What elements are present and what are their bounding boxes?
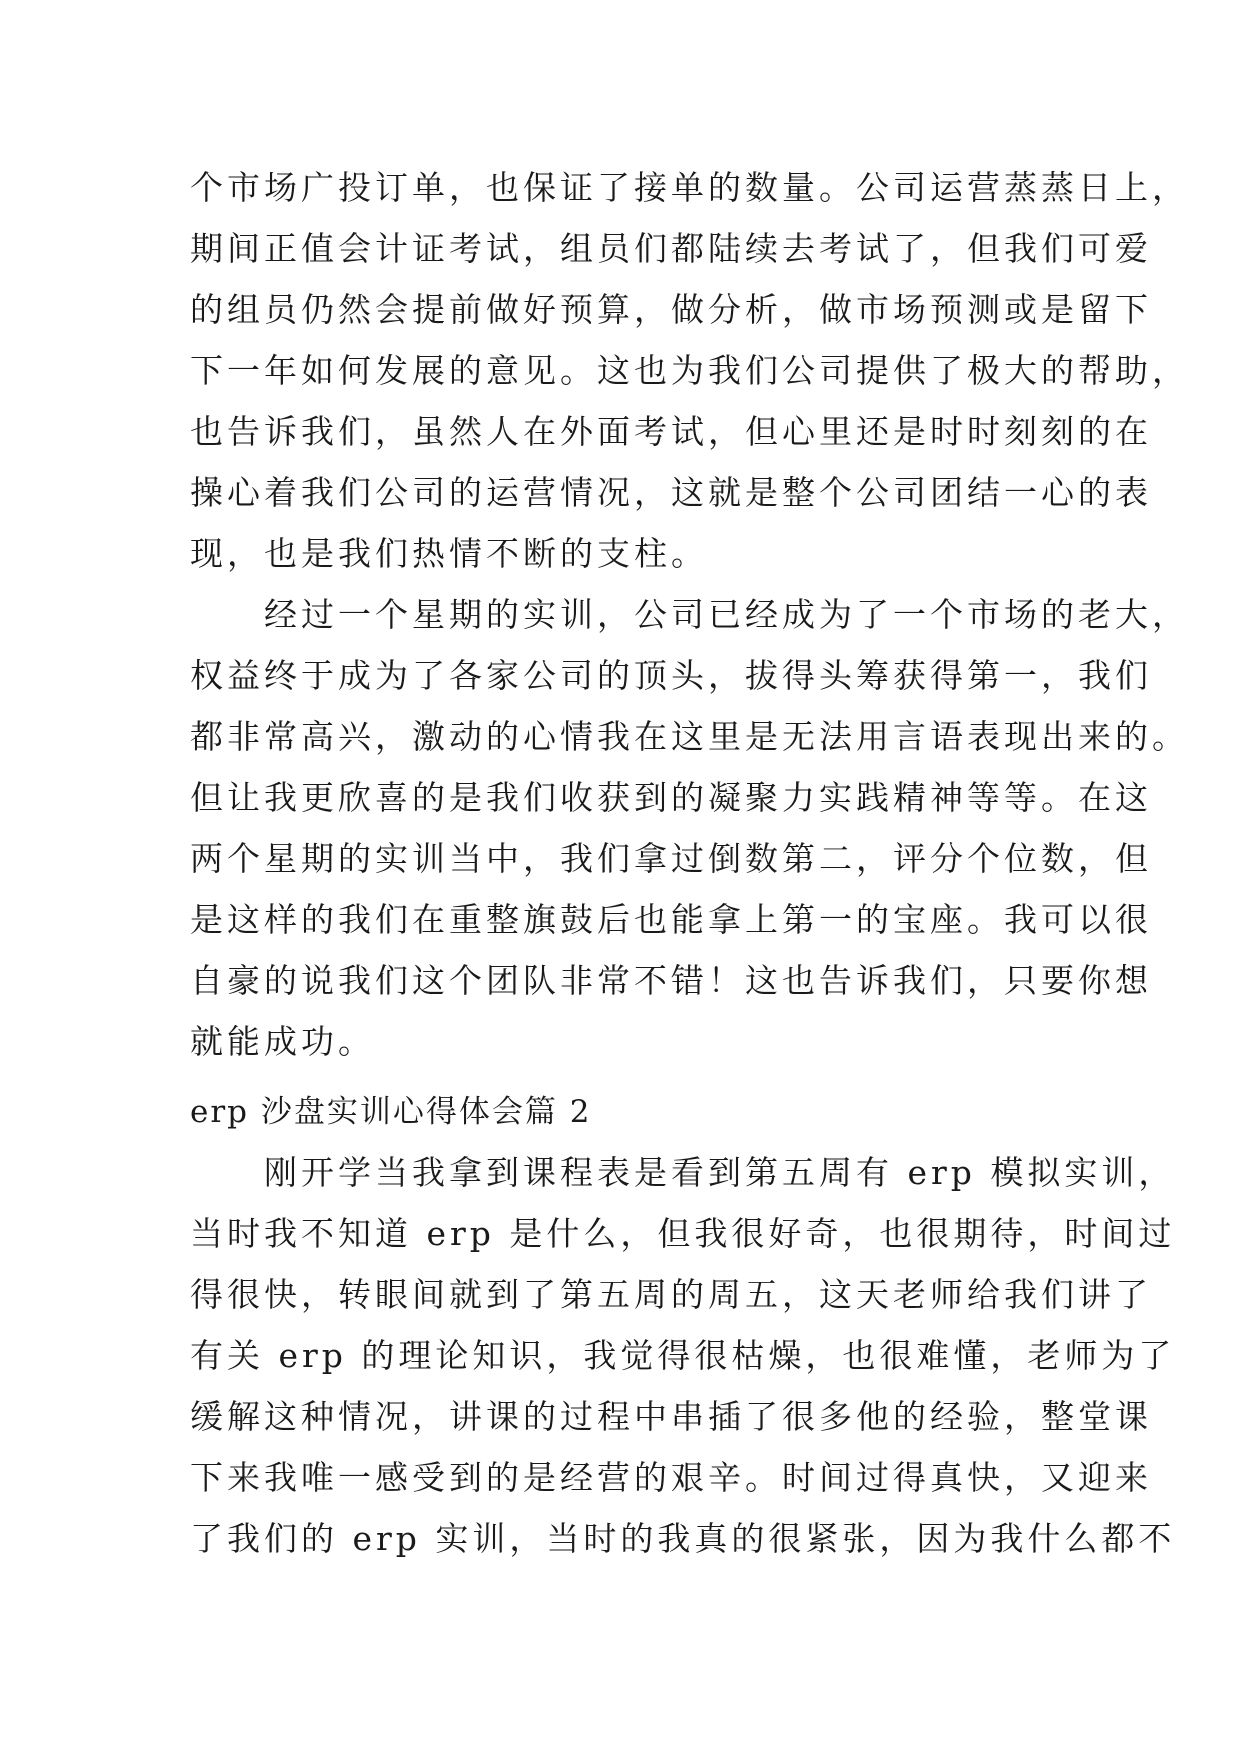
text-line: 也告诉我们，虽然人在外面考试，但心里还是时时刻刻的在 (190, 412, 1152, 451)
text-line: 两个星期的实训当中，我们拿过倒数第二，评分个位数，但 (190, 839, 1152, 878)
text-line: 的组员仍然会提前做好预算，做分析，做市场预测或是留下 (190, 290, 1152, 329)
text-line: 个市场广投订单，也保证了接单的数量。公司运营蒸蒸日上， (190, 168, 1189, 207)
text-line: 期间正值会计证考试，组员们都陆续去考试了，但我们可爱 (190, 229, 1152, 268)
text-line: 了我们的 erp 实训，当时的我真的很紧张，因为我什么都不 (190, 1519, 1176, 1558)
section-heading: erp 沙盘实训心得体会篇 2 (190, 1094, 592, 1130)
text-line: 自豪的说我们这个团队非常不错！这也告诉我们，只要你想 (190, 961, 1152, 1000)
text-line: 缓解这种情况，讲课的过程中串插了很多他的经验，整堂课 (190, 1397, 1152, 1436)
text-line: 是这样的我们在重整旗鼓后也能拿上第一的宝座。我可以很 (190, 900, 1152, 939)
text-line: 刚开学当我拿到课程表是看到第五周有 erp 模拟实训， (190, 1153, 1176, 1192)
text-line: 权益终于成为了各家公司的顶头，拔得头筹获得第一，我们 (190, 656, 1152, 695)
text-line: 经过一个星期的实训，公司已经成为了一个市场的老大， (190, 595, 1189, 634)
text-line: 就能成功。 (190, 1022, 375, 1061)
text-line: 现，也是我们热情不断的支柱。 (190, 534, 708, 573)
text-line: 操心着我们公司的运营情况，这就是整个公司团结一心的表 (190, 473, 1152, 512)
text-line: 但让我更欣喜的是我们收获到的凝聚力实践精神等等。在这 (190, 778, 1152, 817)
text-line: 下一年如何发展的意见。这也为我们公司提供了极大的帮助， (190, 351, 1189, 390)
text-line: 得很快，转眼间就到了第五周的周五，这天老师给我们讲了 (190, 1275, 1152, 1314)
text-line: 都非常高兴，激动的心情我在这里是无法用言语表现出来的。 (190, 717, 1189, 756)
text-line: 有关 erp 的理论知识，我觉得很枯燥，也很难懂，老师为了 (190, 1336, 1176, 1375)
text-line: 当时我不知道 erp 是什么，但我很好奇，也很期待，时间过 (190, 1214, 1176, 1253)
text-line: 下来我唯一感受到的是经营的艰辛。时间过得真快，又迎来 (190, 1458, 1152, 1497)
